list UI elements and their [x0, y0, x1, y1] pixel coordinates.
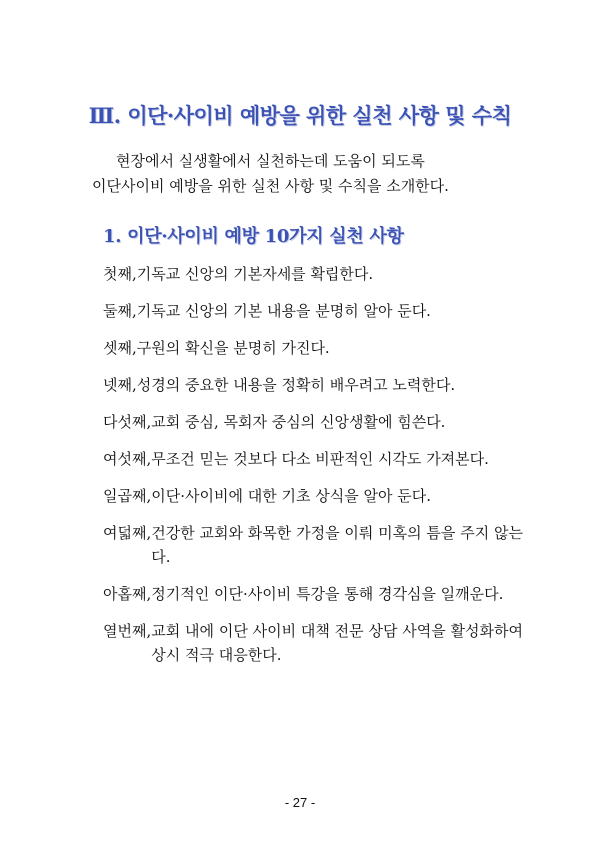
list-item-ordinal: 둘째, [103, 302, 137, 320]
list-item-ordinal: 일곱째, [103, 487, 152, 505]
list-item-ordinal: 셋째, [103, 339, 137, 357]
list-item [103, 447, 523, 471]
list-item-ordinal: 여덟째, [103, 524, 152, 542]
list-item-text: 기독교 신앙의 기본자세를 확립한다. [136, 265, 374, 283]
list-item-text: 건강한 교회와 화목한 가정을 이뤄 미혹의 틈을 주지 않는다. [151, 524, 523, 566]
section-title: 1. 이단·사이비 예방 10가지 실천 사항 [103, 226, 404, 247]
intro-paragraph [92, 149, 532, 199]
intro-line-2: 이단사이비 예방을 위한 실천 사항 및 수칙을 소개한다. [92, 177, 449, 195]
list-item-ordinal: 열번째, [103, 622, 152, 640]
list-item [103, 619, 523, 667]
practice-list [103, 262, 523, 680]
list-item-ordinal: 넷째, [103, 376, 137, 394]
list-item [103, 373, 523, 397]
list-item-ordinal: 여섯째, [103, 450, 152, 468]
list-item [103, 410, 523, 434]
list-item-text: 무조건 믿는 것보다 다소 비판적인 시각도 가져본다. [151, 450, 489, 468]
list-item [103, 299, 523, 323]
list-item-text: 구원의 확신을 분명히 가진다. [136, 339, 330, 357]
list-item-ordinal: 다섯째, [103, 413, 152, 431]
list-item [103, 262, 523, 286]
list-item-text: 정기적인 이단·사이비 특강을 통해 경각심을 일깨운다. [151, 585, 504, 603]
chapter-title: Ⅲ. 이단·사이비 예방을 위한 실천 사항 및 수칙 [88, 103, 512, 128]
page-number: - 27 - [284, 795, 316, 810]
list-item-text: 기독교 신앙의 기본 내용을 분명히 알아 둔다. [136, 302, 431, 320]
intro-line-1: 현장에서 실생활에서 실천하는데 도움이 되도록 [116, 152, 425, 170]
list-item [103, 582, 523, 606]
list-item-text: 성경의 중요한 내용을 정확히 배우려고 노력한다. [136, 376, 456, 394]
list-item [103, 336, 523, 360]
list-item-ordinal: 첫째, [103, 265, 137, 283]
list-item-text: 교회 내에 이단 사이비 대책 전문 상담 사역을 활성화하여 상시 적극 대응한다. [151, 622, 523, 664]
list-item-text: 이단·사이비에 대한 기초 상식을 알아 둔다. [151, 487, 431, 505]
list-item [103, 484, 523, 508]
list-item [103, 521, 523, 569]
list-item-ordinal: 아홉째, [103, 585, 152, 603]
list-item-text: 교회 중심, 목회자 중심의 신앙생활에 힘쓴다. [151, 413, 446, 431]
